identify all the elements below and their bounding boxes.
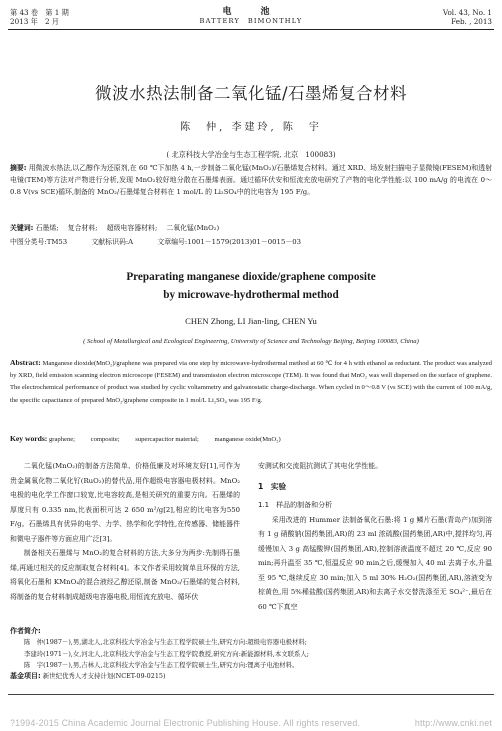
body-paragraph: 二氧化锰(MnO₂)的制备方法简单、价格低廉及对环境友好[1],可作为贵金属氧化物二氧化钌(RuO₂)的替代品,用作超级电容器电极材料。MnO₂电极的电化学工作窗口较宽,比电容较高,是相关研究的重要方向。石墨烯的厚度只有 0.335 nm,比表面积可达 2 650 m²/g[2],相应的比电容为550 F/g。石墨烯具有优异的电学、力学、热学和化学特性,在传感器、储能器件和微电子器件等方面应用广泛[3]。 [10,462,240,543]
affiliation-en: ( School of Metallurgical and Ecological Engineering, University of Science and Technology Beijing, Beijing 100083, China) [83,338,419,345]
keyword-cn: 石墨烯; [35,224,59,232]
author-info-line: 李建玲(1971－),女,河北人,北京科技大学冶金与生态工程学院教授,研究方向:新能源材料,本文联系人; [24,649,309,658]
keyword-cn: 二氧化锰(MnO₂) [166,224,220,232]
abstract-en-text: Manganese dioxide(MnO₂)/graphene was prepared via one step by microwave-hydrothermal method at 60 ℃ for 4 h with ethanol as reductant. The product was analyzed by XRD, field emission scanning electron microscope (FESEM) and transmission electron microscope (TEM). It was found that MnO₂ was well dispersed on the surface of graphene. The electrochemical performance of product was studied by cyclic voltammetry and galvanostatic charge-discharge. When cycled in 0～0.8 V (vs SCE) with the current of 100 mA/g, the specific capacitance of prepared MnO₂/graphene composite in 1 mol/L Li₂SO₄ was 195 F/g. [10,360,492,404]
paper-title-en [0,268,502,304]
subsection-heading: 1.1 样品的制备和分析 [258,501,333,509]
paper-title-cn: 微波水热法制备二氧化锰/石墨烯复合材料 [94,84,408,103]
abstract-cn-text: 用微波水热法,以乙醇作为还原剂,在 60 ℃下加热 4 h,一步制备二氧化锰(MnO₂)/石墨烯复合材料。通过 XRD、场发射扫描电子显微镜(FESEM)和透射电镜(TEM)等方法对产物进行分析,发现 MnO₂较好地分散在石墨烯表面。通过循环伏安和恒流充放电研究了产物的电化学性能:以 100 mA/g 的电流在 0～0.8 V(vs SCE)循环,制备的 MnO₂/石墨烯复合材料在 1 mol/L 的 Li₂SO₄中的比电容为 195 F/g。 [10,164,492,197]
authors-cn: 陈 仲, 李建玲, 陈 宇 [180,122,322,133]
paper-title-en-line1: Preparating manganese dioxide/graphene composite [126,271,376,283]
abstract-cn-label: 摘要: [10,164,27,172]
body-column-right [258,459,492,614]
keyword-en: manganese oxide(MnO₂) [214,436,281,443]
journal-name-cn: 电 池 [222,7,280,17]
section-heading: 1 实验 [258,481,287,491]
body-paragraph-continued: 安测试和交流阻抗测试了其电化学性能。 [258,462,383,470]
keyword-cn: 超级电容器材料; [106,224,158,232]
keyword-en: composite; [90,436,120,443]
keywords-cn [10,222,492,234]
header-rule [8,29,494,30]
article-number: 文章编号:1001－1579(2013)01－0015－03 [157,238,301,246]
clc-number: 中图分类号:TM53 [10,238,68,246]
publication-date-cn: 2013 年 2 月 [10,17,59,26]
paper-title-en-line2: by microwave-hydrothermal method [163,289,339,301]
affiliation-cn: ( 北京科技大学冶金与生态工程学院, 北京 100083) [166,150,336,159]
keyword-en: supercapacitor material; [135,436,199,443]
fund-text: 新世纪优秀人才支持计划(NCET-09-0215) [42,672,166,681]
classification-meta [10,237,492,247]
running-header-right [443,8,492,26]
keyword-cn: 复合材料; [67,224,98,232]
footnote-rule [8,694,494,695]
author-info-line: 陈 仲(1987－),男,湖北人,北京科技大学冶金与生态工程学院硕士生,研究方向:超级电容器电极材料; [24,638,307,647]
fund-label: 基金项目: [10,672,41,681]
keyword-en: graphene; [49,436,75,443]
watermark-url: http://www.cnki.net [414,718,492,728]
abstract-en-label: Abstract: [10,358,41,367]
author-footnote [10,626,492,682]
abstract-en [10,357,492,407]
keywords-en-label: Key words: [10,434,48,443]
body-paragraph: 制备相关石墨烯与 MnO₂的复合材料的方法,大多分为两步:先制得石墨烯,再通过相关的反应制取复合材料[4]。本文作者采用较简单且环保的方法,将氧化石墨和 KMnO₄的混合液经乙醇还原,制备 MnO₂/石墨烯的复合材料,将制备的复合材料制成超级电容器电极,用恒流充放电、循环伏 [10,549,240,601]
running-header-center [0,8,502,26]
author-info-label: 作者简介: [10,627,41,635]
authors-en: CHEN Zhong, LI Jian-ling, CHEN Yu [185,316,317,326]
volume-issue-en: Vol. 43, No. 1 [442,8,492,17]
keywords-cn-label: 关键词: [10,224,34,232]
keywords-en [10,434,492,443]
watermark-copyright: ?1994-2015 China Academic Journal Electronic Publishing House. All rights reserved. [10,718,361,728]
abstract-cn [10,162,492,199]
body-column-left [10,459,240,604]
journal-name-en: BATTERY BIMONTHLY [199,17,303,25]
volume-issue: 第 43 卷 第 1 期 [10,8,69,17]
body-paragraph: 采用改进的 Hummer 法制备氧化石墨:将 1 g 鳞片石墨(青岛产)加到溶有 1 g 硝酸钠(国药集团,AR)的 23 ml 浓硫酸(国药集团,AR)中,搅拌均匀,再缓慢加入 3 g 高锰酸钾(国药集团,AR),控制溶液温度不超过 20 ℃,反应 90 min;再升温至 35 ℃,恒温反应 90 min之后,缓慢加入 40 ml 去离子水,升温至 95 ℃,继续反应 30 min;加入 5 ml 30% H₂O₂(国药集团,AR),溶液变为棕黄色,用 5%稀盐酸(国药集团,AR)和去离子水交替洗涤至无 SO₄²⁻,最后在 60 ℃下真空 [258,515,492,611]
author-info-line: 陈 宇(1987－),男,吉林人,北京科技大学冶金与生态工程学院硕士生,研究方向:锂离子电池材料。 [24,660,299,669]
document-code: 文献标识码:A [91,238,134,246]
publication-date-en: Feb. , 2013 [451,17,492,26]
cnki-watermark [10,718,492,728]
